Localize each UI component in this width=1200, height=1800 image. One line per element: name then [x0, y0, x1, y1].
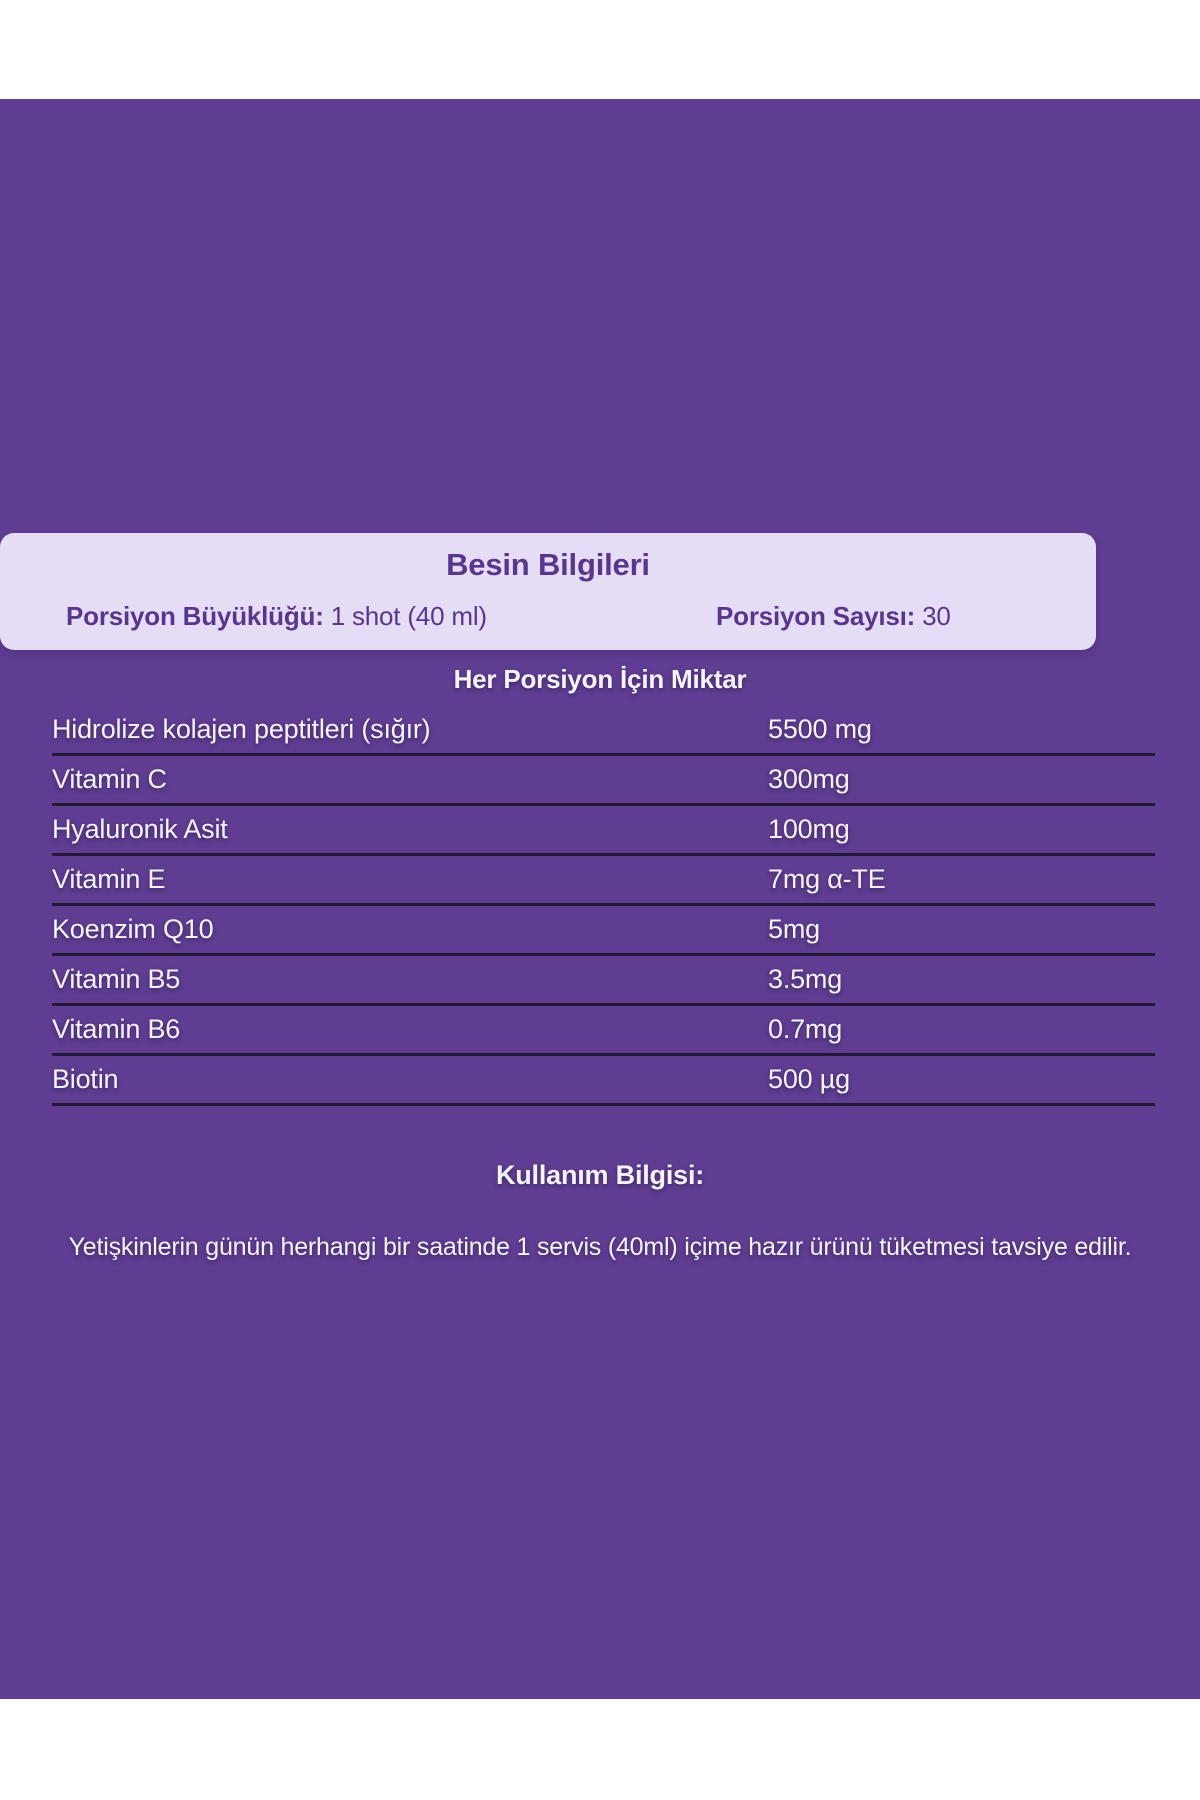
nutrient-name: Biotin: [52, 1064, 119, 1094]
serving-size-line: [66, 601, 487, 632]
table-row: [52, 856, 1155, 906]
nutrient-amount: 5500 mg: [768, 714, 872, 744]
nutrient-name: Koenzim Q10: [52, 914, 214, 944]
nutrient-amount: 7mg α-TE: [768, 864, 886, 894]
serving-count-label: Porsiyon Sayısı:: [716, 601, 916, 631]
usage-heading: Kullanım Bilgisi:: [495, 1160, 705, 1190]
nutrient-name: Hidrolize kolajen peptitleri (sığır): [52, 714, 431, 744]
table-row: [52, 706, 1155, 756]
table-row: [52, 756, 1155, 806]
nutrient-amount: 0.7mg: [768, 1014, 843, 1044]
nutrient-amount: 500 µg: [768, 1064, 850, 1094]
serving-count-value: 30: [922, 601, 951, 631]
table-row: [52, 806, 1155, 856]
table-row: [52, 1006, 1155, 1056]
table-row: [52, 906, 1155, 956]
nutrient-name: Vitamin E: [52, 864, 166, 894]
panel-title: Besin Bilgileri: [446, 547, 650, 582]
table-row: [52, 956, 1155, 1006]
nutrition-header-panel: [0, 533, 1096, 650]
nutrient-name: Vitamin B5: [52, 964, 181, 994]
serving-count-line: [716, 601, 951, 632]
serving-size-label: Porsiyon Büyüklüğü:: [66, 601, 324, 631]
serving-size-value: 1 shot (40 ml): [330, 601, 487, 631]
nutrient-name: Hyaluronik Asit: [52, 814, 228, 844]
nutrient-name: Vitamin B6: [52, 1014, 181, 1044]
table-row: [52, 1056, 1155, 1106]
nutrient-amount: 3.5mg: [768, 964, 843, 994]
nutrient-amount: 100mg: [768, 814, 850, 844]
usage-text: Yetişkinlerin günün herhangi bir saatinde 1 servis (40ml) içime hazır ürünü tüketmesi tavsiye edilir.: [68, 1233, 1132, 1261]
purple-background: [0, 99, 1200, 1699]
nutrient-amount: 5mg: [768, 914, 820, 944]
nutrition-table: [52, 706, 1155, 1106]
table-heading: Her Porsiyon İçin Miktar: [453, 664, 747, 694]
nutrient-name: Vitamin C: [52, 764, 167, 794]
nutrient-amount: 300mg: [768, 764, 850, 794]
